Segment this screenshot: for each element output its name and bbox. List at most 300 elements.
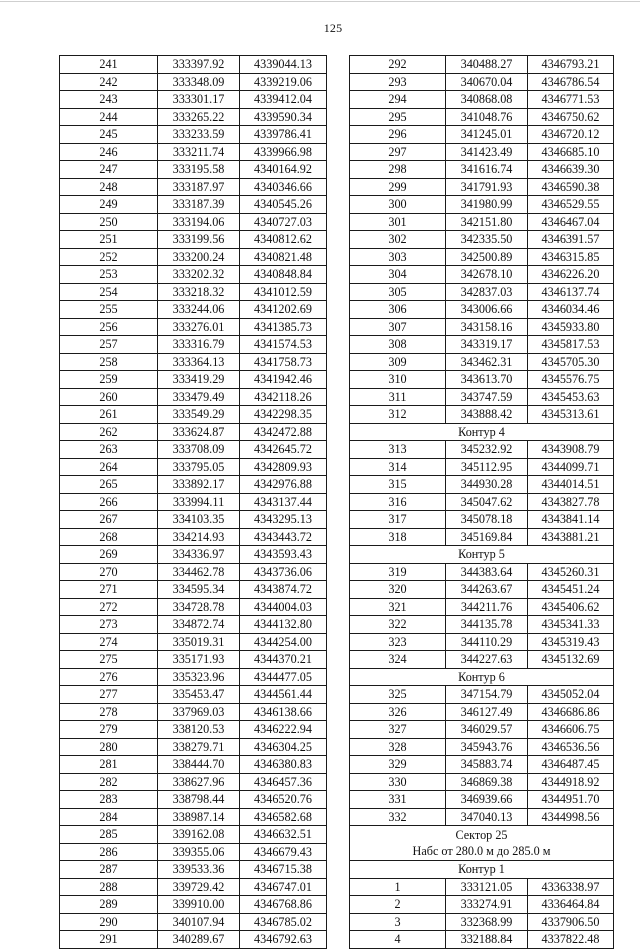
y-coordinate-cell: 4346137.74	[528, 283, 614, 301]
y-coordinate-cell: 4345451.24	[528, 581, 614, 599]
table-row	[350, 476, 614, 494]
point-number-cell: 305	[350, 283, 446, 301]
y-coordinate-cell: 4346315.85	[528, 248, 614, 266]
point-number-cell: 249	[60, 196, 158, 214]
point-number-cell: 261	[60, 406, 158, 424]
point-number-cell: 316	[350, 493, 446, 511]
table-row	[60, 546, 327, 564]
table-row	[60, 56, 327, 74]
point-number-cell: 268	[60, 528, 158, 546]
x-coordinate-cell: 341616.74	[446, 161, 528, 179]
table-row	[60, 721, 327, 739]
y-coordinate-cell: 4346606.75	[528, 721, 614, 739]
sector-header-row	[350, 826, 614, 861]
x-coordinate-cell: 344930.28	[446, 476, 528, 494]
x-coordinate-cell: 339910.00	[158, 896, 240, 914]
y-coordinate-cell: 4346226.20	[528, 266, 614, 284]
point-number-cell: 279	[60, 721, 158, 739]
table-row	[350, 388, 614, 406]
y-coordinate-cell: 4346639.30	[528, 161, 614, 179]
point-number-cell: 311	[350, 388, 446, 406]
contour-header-row	[350, 423, 614, 441]
point-number-cell: 323	[350, 633, 446, 651]
table-row	[350, 493, 614, 511]
y-coordinate-cell: 4345576.75	[528, 371, 614, 389]
x-coordinate-cell: 342151.80	[446, 213, 528, 231]
table-row	[350, 336, 614, 354]
table-row	[350, 616, 614, 634]
y-coordinate-cell: 4341574.53	[240, 336, 327, 354]
x-coordinate-cell: 333364.13	[158, 353, 240, 371]
y-coordinate-cell: 4346792.63	[240, 931, 327, 949]
x-coordinate-cell: 333549.29	[158, 406, 240, 424]
table-row	[350, 878, 614, 896]
x-coordinate-cell: 343462.31	[446, 353, 528, 371]
point-number-cell: 319	[350, 563, 446, 581]
y-coordinate-cell: 4340164.92	[240, 161, 327, 179]
table-row	[60, 266, 327, 284]
contour-header-row	[350, 546, 614, 564]
table-row	[60, 91, 327, 109]
point-number-cell: 241	[60, 56, 158, 74]
x-coordinate-cell: 342678.10	[446, 266, 528, 284]
table-row	[350, 73, 614, 91]
x-coordinate-cell: 344211.76	[446, 598, 528, 616]
table-row	[60, 458, 327, 476]
x-coordinate-cell: 332188.84	[446, 931, 528, 949]
y-coordinate-cell: 4345705.30	[528, 353, 614, 371]
y-coordinate-cell: 4345319.43	[528, 633, 614, 651]
sector-header	[350, 826, 614, 861]
x-coordinate-cell: 345232.92	[446, 441, 528, 459]
x-coordinate-cell: 341048.76	[446, 108, 528, 126]
table-row	[350, 563, 614, 581]
x-coordinate-cell: 333348.09	[158, 73, 240, 91]
x-coordinate-cell: 343747.59	[446, 388, 528, 406]
table-row	[60, 563, 327, 581]
point-number-cell: 4	[350, 931, 446, 949]
point-number-cell: 277	[60, 686, 158, 704]
point-number-cell: 326	[350, 703, 446, 721]
table-row	[350, 231, 614, 249]
contour-header: Контур 1	[350, 861, 614, 879]
table-row	[60, 126, 327, 144]
y-coordinate-cell: 4346222.94	[240, 721, 327, 739]
table-row	[350, 353, 614, 371]
y-coordinate-cell: 4342809.93	[240, 458, 327, 476]
point-number-cell: 295	[350, 108, 446, 126]
point-number-cell: 290	[60, 913, 158, 931]
x-coordinate-cell: 333301.17	[158, 91, 240, 109]
table-row	[60, 668, 327, 686]
x-coordinate-cell: 346127.49	[446, 703, 528, 721]
x-coordinate-cell: 333187.39	[158, 196, 240, 214]
y-coordinate-cell: 4346747.01	[240, 878, 327, 896]
point-number-cell: 254	[60, 283, 158, 301]
x-coordinate-cell: 333195.58	[158, 161, 240, 179]
y-coordinate-cell: 4344132.80	[240, 616, 327, 634]
point-number-cell: 276	[60, 668, 158, 686]
table-row	[60, 598, 327, 616]
table-row	[350, 913, 614, 931]
point-number-cell: 2	[350, 896, 446, 914]
point-number-cell: 297	[350, 143, 446, 161]
table-row	[60, 581, 327, 599]
y-coordinate-cell: 4345453.63	[528, 388, 614, 406]
y-coordinate-cell: 4344918.92	[528, 773, 614, 791]
x-coordinate-cell: 338627.96	[158, 773, 240, 791]
y-coordinate-cell: 4345052.04	[528, 686, 614, 704]
x-coordinate-cell: 338279.71	[158, 738, 240, 756]
point-number-cell: 281	[60, 756, 158, 774]
x-coordinate-cell: 333233.59	[158, 126, 240, 144]
point-number-cell: 283	[60, 791, 158, 809]
y-coordinate-cell: 4346720.12	[528, 126, 614, 144]
sector-title: Сектор 25	[455, 828, 508, 842]
y-coordinate-cell: 4337906.50	[528, 913, 614, 931]
y-coordinate-cell: 4340812.62	[240, 231, 327, 249]
point-number-cell: 248	[60, 178, 158, 196]
contour-header: Контур 4	[350, 423, 614, 441]
y-coordinate-cell: 4344370.21	[240, 651, 327, 669]
x-coordinate-cell: 340488.27	[446, 56, 528, 74]
x-coordinate-cell: 333211.74	[158, 143, 240, 161]
point-number-cell: 269	[60, 546, 158, 564]
point-number-cell: 267	[60, 511, 158, 529]
x-coordinate-cell: 341980.99	[446, 196, 528, 214]
point-number-cell: 315	[350, 476, 446, 494]
table-row	[350, 458, 614, 476]
y-coordinate-cell: 4339219.06	[240, 73, 327, 91]
y-coordinate-cell: 4343443.72	[240, 528, 327, 546]
table-row	[60, 493, 327, 511]
x-coordinate-cell: 333244.06	[158, 301, 240, 319]
x-coordinate-cell: 333199.56	[158, 231, 240, 249]
table-row	[60, 528, 327, 546]
point-number-cell: 273	[60, 616, 158, 634]
point-number-cell: 322	[350, 616, 446, 634]
y-coordinate-cell: 4343874.72	[240, 581, 327, 599]
y-coordinate-cell: 4346467.04	[528, 213, 614, 231]
table-row	[60, 703, 327, 721]
table-row	[60, 651, 327, 669]
table-row	[350, 56, 614, 74]
y-coordinate-cell: 4341385.73	[240, 318, 327, 336]
point-number-cell: 289	[60, 896, 158, 914]
x-coordinate-cell: 334728.78	[158, 598, 240, 616]
x-coordinate-cell: 333218.32	[158, 283, 240, 301]
x-coordinate-cell: 344227.63	[446, 651, 528, 669]
y-coordinate-cell: 4340346.66	[240, 178, 327, 196]
y-coordinate-cell: 4346632.51	[240, 826, 327, 844]
table-row	[350, 703, 614, 721]
y-coordinate-cell: 4344099.71	[528, 458, 614, 476]
table-row	[350, 266, 614, 284]
table-row	[60, 861, 327, 879]
y-coordinate-cell: 4336338.97	[528, 878, 614, 896]
x-coordinate-cell: 345943.76	[446, 738, 528, 756]
point-number-cell: 271	[60, 581, 158, 599]
y-coordinate-cell: 4346750.62	[528, 108, 614, 126]
table-row	[60, 843, 327, 861]
y-coordinate-cell: 4343841.14	[528, 511, 614, 529]
point-number-cell: 243	[60, 91, 158, 109]
table-row	[60, 108, 327, 126]
table-row	[60, 878, 327, 896]
point-number-cell: 307	[350, 318, 446, 336]
point-number-cell: 287	[60, 861, 158, 879]
table-row	[60, 931, 327, 949]
point-number-cell: 274	[60, 633, 158, 651]
point-number-cell: 251	[60, 231, 158, 249]
y-coordinate-cell: 4344477.05	[240, 668, 327, 686]
table-row	[60, 913, 327, 931]
point-number-cell: 330	[350, 773, 446, 791]
page-number: 125	[323, 21, 343, 35]
table-row	[60, 196, 327, 214]
point-number-cell: 264	[60, 458, 158, 476]
point-number-cell: 244	[60, 108, 158, 126]
x-coordinate-cell: 333419.29	[158, 371, 240, 389]
point-number-cell: 3	[350, 913, 446, 931]
x-coordinate-cell: 341791.93	[446, 178, 528, 196]
x-coordinate-cell: 344135.78	[446, 616, 528, 634]
y-coordinate-cell: 4345132.69	[528, 651, 614, 669]
x-coordinate-cell: 333479.49	[158, 388, 240, 406]
table-row	[60, 773, 327, 791]
y-coordinate-cell: 4346785.02	[240, 913, 327, 931]
x-coordinate-cell: 341245.01	[446, 126, 528, 144]
y-coordinate-cell: 4345341.33	[528, 616, 614, 634]
table-row	[60, 791, 327, 809]
y-coordinate-cell: 4344951.70	[528, 791, 614, 809]
point-number-cell: 272	[60, 598, 158, 616]
y-coordinate-cell: 4339412.04	[240, 91, 327, 109]
y-coordinate-cell: 4345817.53	[528, 336, 614, 354]
x-coordinate-cell: 335453.47	[158, 686, 240, 704]
x-coordinate-cell: 347040.13	[446, 808, 528, 826]
table-row	[60, 826, 327, 844]
table-row	[60, 213, 327, 231]
x-coordinate-cell: 345078.18	[446, 511, 528, 529]
sector-elevation-range: Набс от 280.0 м до 285.0 м	[412, 844, 551, 858]
y-coordinate-cell: 4343827.78	[528, 493, 614, 511]
point-number-cell: 318	[350, 528, 446, 546]
contour-header-row	[350, 668, 614, 686]
table-row	[60, 248, 327, 266]
table-row	[350, 143, 614, 161]
table-row	[60, 616, 327, 634]
y-coordinate-cell: 4346304.25	[240, 738, 327, 756]
table-row	[350, 896, 614, 914]
point-number-cell: 263	[60, 441, 158, 459]
point-number-cell: 1	[350, 878, 446, 896]
y-coordinate-cell: 4344004.03	[240, 598, 327, 616]
table-row	[60, 476, 327, 494]
y-coordinate-cell: 4344998.56	[528, 808, 614, 826]
point-number-cell: 302	[350, 231, 446, 249]
x-coordinate-cell: 333316.79	[158, 336, 240, 354]
point-number-cell: 321	[350, 598, 446, 616]
y-coordinate-cell: 4346391.57	[528, 231, 614, 249]
top-rule	[0, 1, 640, 2]
point-number-cell: 313	[350, 441, 446, 459]
table-row	[350, 686, 614, 704]
x-coordinate-cell: 334872.74	[158, 616, 240, 634]
table-row	[350, 318, 614, 336]
y-coordinate-cell: 4340545.26	[240, 196, 327, 214]
x-coordinate-cell: 334214.93	[158, 528, 240, 546]
contour-header: Контур 5	[350, 546, 614, 564]
table-row	[60, 896, 327, 914]
table-row	[350, 633, 614, 651]
table-row	[60, 388, 327, 406]
table-row	[60, 231, 327, 249]
y-coordinate-cell: 4341202.69	[240, 301, 327, 319]
point-number-cell: 280	[60, 738, 158, 756]
point-number-cell: 282	[60, 773, 158, 791]
y-coordinate-cell: 4346380.83	[240, 756, 327, 774]
table-row	[60, 336, 327, 354]
table-row	[350, 196, 614, 214]
point-number-cell: 306	[350, 301, 446, 319]
x-coordinate-cell: 341423.49	[446, 143, 528, 161]
x-coordinate-cell: 333994.11	[158, 493, 240, 511]
point-number-cell: 298	[350, 161, 446, 179]
y-coordinate-cell: 4345313.61	[528, 406, 614, 424]
y-coordinate-cell: 4342472.88	[240, 423, 327, 441]
x-coordinate-cell: 342500.89	[446, 248, 528, 266]
y-coordinate-cell: 4346138.66	[240, 703, 327, 721]
x-coordinate-cell: 333795.05	[158, 458, 240, 476]
table-row	[60, 441, 327, 459]
y-coordinate-cell: 4340727.03	[240, 213, 327, 231]
x-coordinate-cell: 345883.74	[446, 756, 528, 774]
table-row	[60, 423, 327, 441]
point-number-cell: 285	[60, 826, 158, 844]
table-row	[60, 371, 327, 389]
y-coordinate-cell: 4346520.76	[240, 791, 327, 809]
point-number-cell: 312	[350, 406, 446, 424]
table-row	[350, 756, 614, 774]
table-row	[350, 808, 614, 826]
x-coordinate-cell: 333202.32	[158, 266, 240, 284]
y-coordinate-cell: 4346590.38	[528, 178, 614, 196]
x-coordinate-cell: 338120.53	[158, 721, 240, 739]
y-coordinate-cell: 4344561.44	[240, 686, 327, 704]
x-coordinate-cell: 333708.09	[158, 441, 240, 459]
x-coordinate-cell: 345169.84	[446, 528, 528, 546]
y-coordinate-cell: 4339590.34	[240, 108, 327, 126]
point-number-cell: 265	[60, 476, 158, 494]
y-coordinate-cell: 4341012.59	[240, 283, 327, 301]
table-row	[350, 108, 614, 126]
y-coordinate-cell: 4342118.26	[240, 388, 327, 406]
x-coordinate-cell: 333624.87	[158, 423, 240, 441]
x-coordinate-cell: 339355.06	[158, 843, 240, 861]
x-coordinate-cell: 333892.17	[158, 476, 240, 494]
table-row	[60, 406, 327, 424]
y-coordinate-cell: 4346686.86	[528, 703, 614, 721]
x-coordinate-cell: 347154.79	[446, 686, 528, 704]
point-number-cell: 294	[350, 91, 446, 109]
table-row	[350, 213, 614, 231]
y-coordinate-cell: 4342645.72	[240, 441, 327, 459]
y-coordinate-cell: 4336464.84	[528, 896, 614, 914]
contour-header: Контур 6	[350, 668, 614, 686]
y-coordinate-cell: 4341758.73	[240, 353, 327, 371]
table-row	[60, 353, 327, 371]
point-number-cell: 262	[60, 423, 158, 441]
table-row	[60, 143, 327, 161]
point-number-cell: 310	[350, 371, 446, 389]
x-coordinate-cell: 333187.97	[158, 178, 240, 196]
y-coordinate-cell: 4346771.53	[528, 91, 614, 109]
x-coordinate-cell: 333274.91	[446, 896, 528, 914]
point-number-cell: 332	[350, 808, 446, 826]
table-row	[350, 721, 614, 739]
x-coordinate-cell: 333276.01	[158, 318, 240, 336]
x-coordinate-cell: 334103.35	[158, 511, 240, 529]
point-number-cell: 275	[60, 651, 158, 669]
point-number-cell: 331	[350, 791, 446, 809]
table-row	[350, 651, 614, 669]
y-coordinate-cell: 4343137.44	[240, 493, 327, 511]
y-coordinate-cell: 4345260.31	[528, 563, 614, 581]
point-number-cell: 320	[350, 581, 446, 599]
x-coordinate-cell: 340868.08	[446, 91, 528, 109]
contour-header-row	[350, 861, 614, 879]
y-coordinate-cell: 4340848.84	[240, 266, 327, 284]
table-row	[350, 931, 614, 949]
y-coordinate-cell: 4339044.13	[240, 56, 327, 74]
x-coordinate-cell: 333265.22	[158, 108, 240, 126]
point-number-cell: 304	[350, 266, 446, 284]
table-row	[60, 301, 327, 319]
y-coordinate-cell: 4346793.21	[528, 56, 614, 74]
point-number-cell: 300	[350, 196, 446, 214]
table-row	[350, 126, 614, 144]
coordinates-table-right	[349, 55, 614, 949]
x-coordinate-cell: 343319.17	[446, 336, 528, 354]
table-row	[350, 528, 614, 546]
x-coordinate-cell: 343888.42	[446, 406, 528, 424]
x-coordinate-cell: 340289.67	[158, 931, 240, 949]
y-coordinate-cell: 4339966.98	[240, 143, 327, 161]
table-row	[350, 161, 614, 179]
point-number-cell: 325	[350, 686, 446, 704]
y-coordinate-cell: 4340821.48	[240, 248, 327, 266]
x-coordinate-cell: 333121.05	[446, 878, 528, 896]
x-coordinate-cell: 344110.29	[446, 633, 528, 651]
table-row	[350, 406, 614, 424]
x-coordinate-cell: 334595.34	[158, 581, 240, 599]
table-row	[350, 511, 614, 529]
table-row	[350, 773, 614, 791]
y-coordinate-cell: 4342976.88	[240, 476, 327, 494]
table-row	[350, 283, 614, 301]
x-coordinate-cell: 334462.78	[158, 563, 240, 581]
x-coordinate-cell: 346869.38	[446, 773, 528, 791]
y-coordinate-cell: 4346529.55	[528, 196, 614, 214]
y-coordinate-cell: 4344254.00	[240, 633, 327, 651]
table-row	[350, 301, 614, 319]
point-number-cell: 291	[60, 931, 158, 949]
point-number-cell: 314	[350, 458, 446, 476]
point-number-cell: 293	[350, 73, 446, 91]
x-coordinate-cell: 333397.92	[158, 56, 240, 74]
y-coordinate-cell: 4343736.06	[240, 563, 327, 581]
